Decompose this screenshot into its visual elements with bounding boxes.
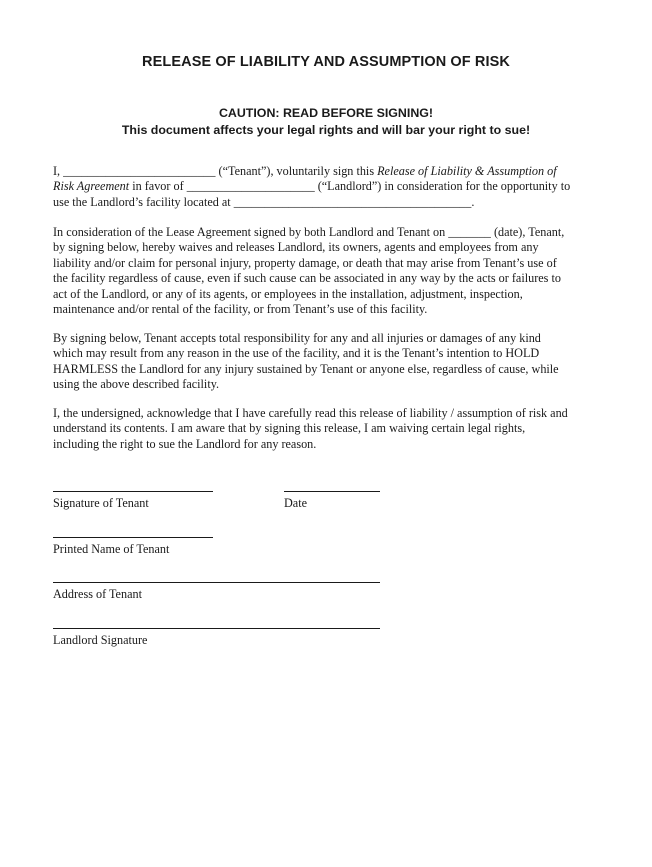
paragraph-text: in favor of _____________________ (“Landlord”) in consideration for the opportunity to: [129, 179, 571, 194]
paragraph-line: I, the undersigned, acknowledge that I have carefully read this release of liability / assumption of risk and: [53, 406, 568, 420]
paragraph-line: including the right to sue the Landlord for any reason.: [53, 436, 317, 451]
landlord-signature-line[interactable]: [53, 628, 380, 629]
paragraph-line: [53, 164, 601, 179]
tenant-intro-paragraph: [53, 164, 601, 210]
paragraph-line: HARMLESS the Landlord for any injury sustained by Tenant or anyone else, regardless of cause, while: [53, 361, 559, 376]
paragraph-line: liability and/or claim for personal injury, property damage, or death that may arise from Tenant’s use of: [53, 255, 557, 270]
agreement-name-italic: Risk Agreement: [53, 179, 130, 194]
tenant-signature-line[interactable]: [53, 491, 213, 492]
acknowledgement-paragraph: [53, 406, 601, 452]
responsibility-paragraph: [53, 331, 601, 393]
agreement-name-italic: Release of Liability & Assumption of: [377, 164, 557, 178]
waiver-paragraph: [53, 225, 601, 317]
paragraph-line: [53, 179, 601, 194]
legal-warning: This document affects your legal rights and will bar your right to sue!: [121, 123, 531, 137]
printed-name-line[interactable]: [53, 537, 213, 538]
tenant-signature-label: Signature of Tenant: [53, 496, 149, 510]
address-line[interactable]: [53, 582, 380, 583]
paragraph-line: understand its contents. I am aware that by signing this release, I am waiving certain legal rights,: [53, 421, 526, 436]
paragraph-line: By signing below, Tenant accepts total responsibility for any and all injuries or damages of any kind: [53, 331, 541, 345]
document-title: RELEASE OF LIABILITY AND ASSUMPTION OF RISK: [142, 54, 510, 70]
paragraph-line: act of the Landlord, or any of its agents, or employees in the installation, adjustment, inspection,: [53, 286, 523, 301]
date-label: Date: [284, 496, 308, 510]
paragraph-line: use the Landlord’s facility located at _______________________________________.: [53, 194, 475, 209]
paragraph-line: which may result from any reason in the use of the facility, and it is the Tenant’s intention to HOLD: [53, 346, 540, 361]
date-line[interactable]: [284, 491, 380, 492]
paragraph-line: In consideration of the Lease Agreement signed by both Landlord and Tenant on _______ (date), Tenant,: [53, 225, 565, 239]
printed-name-label: Printed Name of Tenant: [53, 542, 170, 556]
paragraph-line: maintenance and/or rental of the facility, or from Tenant’s use of this facility.: [53, 302, 428, 317]
paragraph-text: I, _________________________ (“Tenant”), voluntarily sign this: [53, 164, 378, 178]
landlord-signature-label: Landlord Signature: [53, 633, 148, 647]
paragraph-line: using the above described facility.: [53, 377, 220, 392]
address-label: Address of Tenant: [53, 587, 142, 601]
paragraph-line: by signing below, hereby waives and releases Landlord, its owners, agents and employees from any: [53, 240, 539, 255]
paragraph-line: the facility regardless of cause, even if such cause can be associated in any way by the acts or failures to: [53, 271, 561, 286]
caution-heading: CAUTION: READ BEFORE SIGNING!: [218, 106, 434, 120]
